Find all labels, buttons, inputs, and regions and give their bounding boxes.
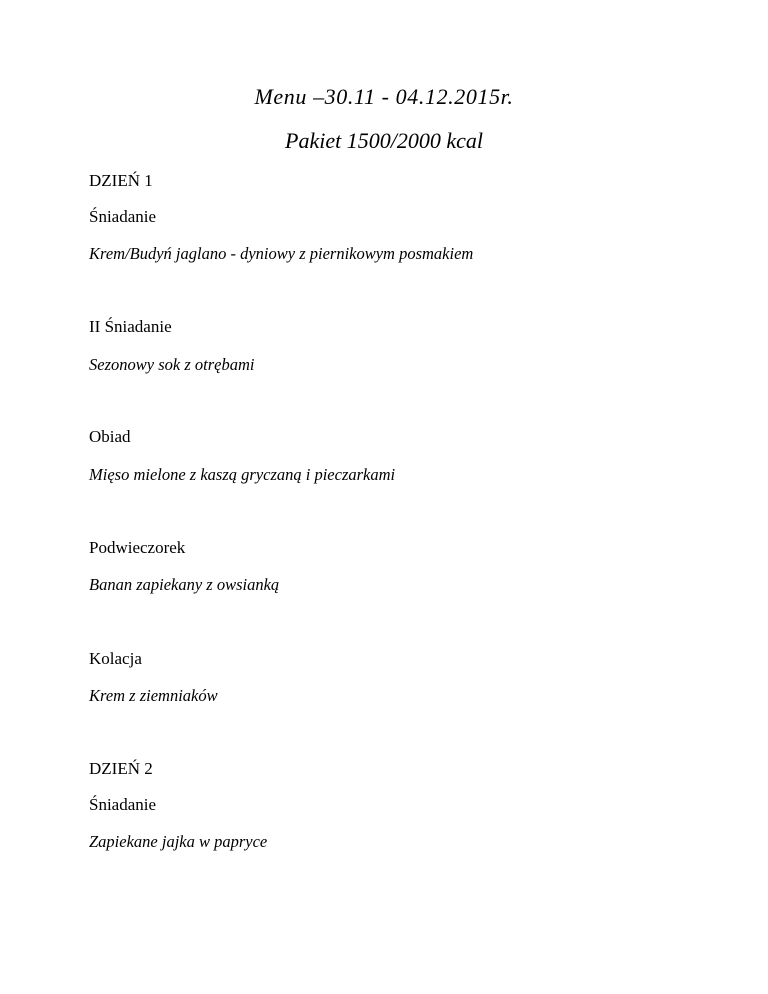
meal-dish-lunch: Mięso mielone z kaszą gryczaną i pieczarkami xyxy=(89,465,396,484)
day-2-label: DZIEŃ 2 xyxy=(89,759,153,778)
meal-name-breakfast: Śniadanie xyxy=(89,207,157,226)
meal-dish-afternoon-snack: Banan zapiekany z owsianką xyxy=(89,575,280,594)
day-2-meal-dish-breakfast: Zapiekane jajka w papryce xyxy=(89,832,268,851)
day-2-meal-name-breakfast: Śniadanie xyxy=(89,795,157,814)
document-subtitle: Pakiet 1500/2000 kcal xyxy=(285,128,483,153)
meal-dish-breakfast: Krem/Budyń jaglano - dyniowy z piernikowym posmakiem xyxy=(89,244,474,263)
meal-dish-dinner: Krem z ziemniaków xyxy=(89,686,218,705)
meal-name-second-breakfast: II Śniadanie xyxy=(89,317,172,336)
meal-name-dinner: Kolacja xyxy=(89,649,142,668)
meal-dish-second-breakfast: Sezonowy sok z otrębami xyxy=(89,355,255,374)
meal-name-lunch: Obiad xyxy=(89,427,131,446)
meal-name-afternoon-snack: Podwieczorek xyxy=(89,538,186,557)
day-1-label: DZIEŃ 1 xyxy=(89,171,153,190)
document-title: Menu –30.11 - 04.12.2015r. xyxy=(254,84,514,109)
